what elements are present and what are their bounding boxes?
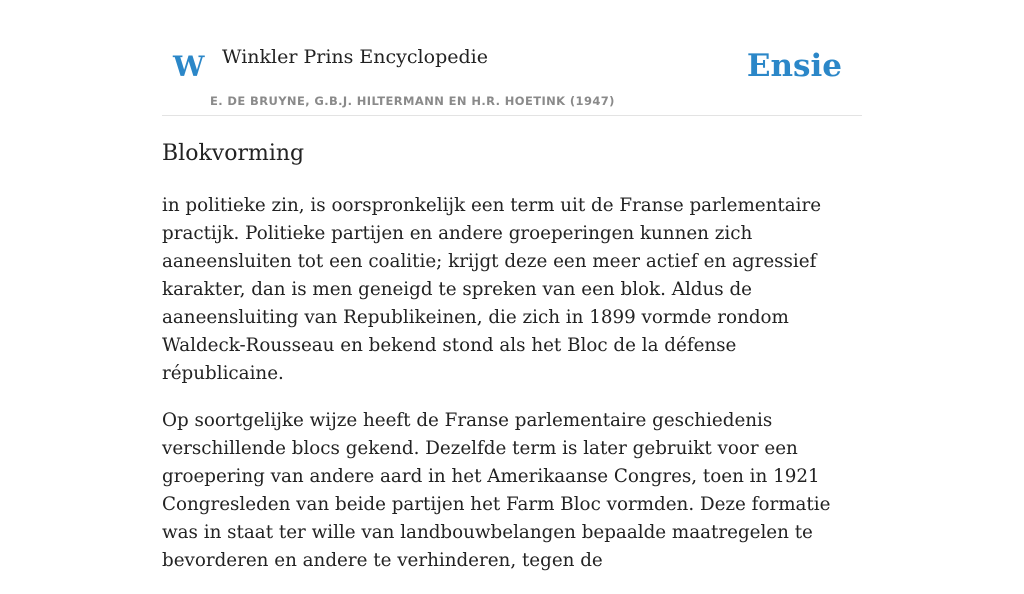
article-paragraph-1: in politieke zin, is oorspronkelijk een term uit de Franse parlementaire practijk. Politieke partijen en andere groeperingen kunnen zich aaneensluiten tot een coalitie; krijgt deze een meer actief en agressief karakter, dan is men geneigd te spreken van een blok. Aldus de aaneensluiting van Republikeinen, die zich in 1899 vormde rondom Waldeck-Rousseau en bekend stond als het Bloc de la défense républicaine. [162,195,822,384]
article-title: Blokvorming [162,141,305,166]
site-header [162,36,862,116]
publication-title[interactable]: Winkler Prins Encyclopedie [222,46,488,68]
authors-line: E. DE BRUYNE, G.B.J. HILTERMANN EN H.R. HOETINK (1947) [210,94,615,108]
publication-logo[interactable]: W [173,50,205,83]
article [162,138,862,594]
article-paragraph-2: Op soortgelijke wijze heeft de Franse parlementaire geschiedenis verschillende blocs gekend. Dezelfde term is later gebruikt voor een groepering van andere aard in het Amerikaanse Congres, toen in 1921 Congresleden van beide partijen het Farm Bloc vormden. Deze formatie was in staat ter wille van landbouwbelangen bepaalde maatregelen te bevorderen en andere te verhinderen, tegen de [162,410,831,571]
ensie-brand-logo[interactable]: Ensie [746,48,842,84]
